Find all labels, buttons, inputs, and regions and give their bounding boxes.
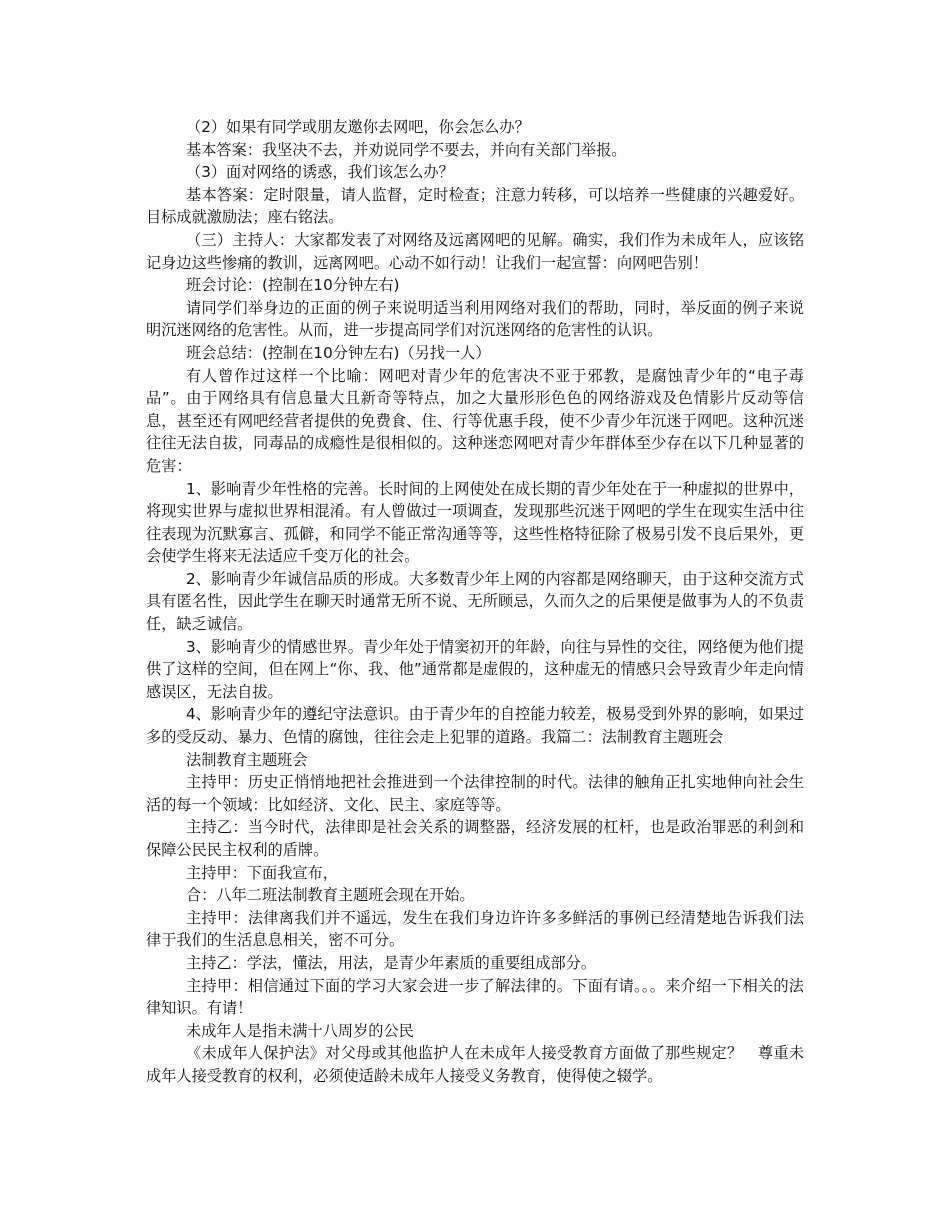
harm-item-4: 4、影响青少年的遵纪守法意识。由于青少年的自控能力较差，极易受到外界的影响，如果过多的受反动、暴力、色情的腐蚀，往往会走上犯罪的道路。我篇二：法制教育主题班会 (146, 705, 804, 747)
summary-intro: 有人曾作过这样一个比喻：网吧对青少年的危害决不亚于邪教，是腐蚀青少年的“电子毒品”。由于网络具有信息量大且新奇等特点，加之大量形形色色的网络游戏及色情影片反动等信息，甚至还有网吧经营者提供的免费食、住、行等优惠手段，使不少青少年沉迷于网吧。这种沉迷往往无法自拔，同毒品的成瘾性是很相似的。这种迷恋网吧对青少年群体至少存在以下几种显著的危害： (146, 366, 804, 475)
discussion-text: 请同学们举身边的正面的例子来说明适当利用网络对我们的帮助，同时，举反面的例子来说明沉迷网络的危害性。从而，进一步提高同学们对沉迷网络的危害性的认识。 (146, 298, 804, 340)
question-3: （3）面对网络的诱惑，我们该怎么办？ (186, 163, 454, 182)
together-line: 合：八年二班法制教育主题班会现在开始。 (186, 886, 475, 905)
summary-heading: 班会总结：(控制在10分钟左右)（另找一人） (186, 343, 491, 362)
protection-law-question: 《未成年人保护法》对父母或其他监护人在未成年人接受教育方面做了那些规定？ 尊重未成年人接受教育的权利，必须使适龄未成年人接受义务教育，使得使之辍学。 (146, 1044, 804, 1085)
host-a-line-4: 主持甲：相信通过下面的学习大家会进一步了解法律的。下面有请。。。来介绍一下相关的法律知识。有请！ (146, 976, 804, 1018)
discussion-heading: 班会讨论：(控制在10分钟左右) (186, 276, 400, 295)
host-a-line-1: 主持甲：历史正悄悄地把社会推进到一个法律控制的时代。法律的触角正扎实地伸向社会生活的每一个领域：比如经济、文化、民主、家庭等等。 (146, 773, 804, 814)
answer-3: 基本答案：定时限量，请人监督，定时检查；注意力转移，可以培养一些健康的兴趣爱好。目标成就激励法；座右铭法。 (146, 185, 804, 227)
harm-item-1: 1、影响青少年性格的完善。长时间的上网使处在成长期的青少年处在于一种虚拟的世界中，将现实世界与虚拟世界相混淆。有人曾做过一项调查，发现那些沉迷于网吧的学生在现实生活中往往表现为沉默寡言、孤僻，和同学不能正常沟通等等，这些性格特征除了极易引发不良后果外，更会使学生将来无法适应千变万化的社会。 (146, 479, 804, 566)
harm-item-3: 3、影响青少的情感世界。青少年处于情窦初开的年龄，向往与异性的交往，网络便为他们提供了这样的空间，但在网上“你、我、他”通常都是虚假的，这种虚无的情感只会导致青少年走向情感误区，无法自拔。 (146, 637, 804, 701)
host-b-line-2: 主持乙：学法，懂法，用法，是青少年素质的重要组成部分。 (186, 953, 597, 972)
minor-definition: 未成年人是指未满十八周岁的公民 (186, 1021, 414, 1040)
answer-2: 基本答案：我坚决不去，并劝说同学不要去，并向有关部门举报。 (186, 140, 627, 159)
host-a-line-3: 主持甲：法律离我们并不遥远，发生在我们身边许许多多鲜活的事例已经清楚地告诉我们法律于我们的生活息息相关，密不可分。 (146, 908, 804, 950)
document-body (146, 116, 804, 1088)
host-b-line-1: 主持乙：当今时代，法律即是社会关系的调整器，经济发展的杠杆，也是政治罪恶的利剑和保障公民民主权利的盾牌。 (146, 818, 804, 859)
question-2: （2）如果有同学或朋友邀你去网吧，你会怎么办？ (186, 118, 530, 136)
harm-item-2: 2、影响青少年诚信品质的形成。大多数青少年上网的内容都是网络聊天，由于这种交流方式具有匿名性，因此学生在聊天时通常无所不说、无所顾忌，久而久之的后果便是做事为人的不负责任，缺乏诚信。 (146, 569, 804, 634)
host-section-3: （三）主持人：大家都发表了对网络及远离网吧的见解。确实，我们作为未成年人，应该铭记身边这些惨痛的教训，远离网吧。心动不如行动！让我们一起宣誓：向网吧告别！ (146, 230, 804, 272)
section-title: 法制教育主题班会 (186, 750, 308, 769)
host-a-line-2: 主持甲：下面我宣布， (186, 863, 338, 882)
